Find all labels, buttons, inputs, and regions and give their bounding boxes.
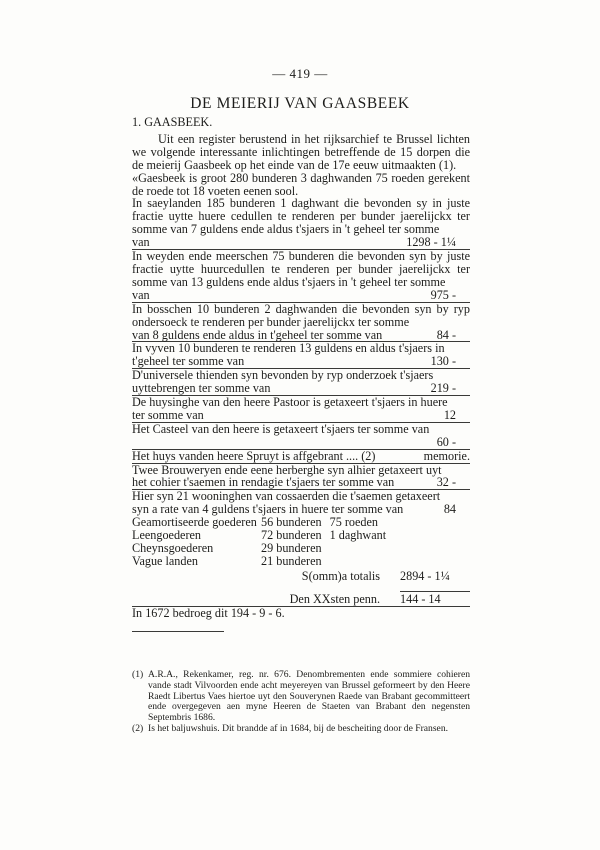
entry-amount: 84 — [443, 502, 456, 517]
entry-amount: 130 - — [430, 354, 456, 369]
entry-last-line: t'geheel ter somme van — [132, 354, 245, 369]
entry-last-line: ter somme van — [132, 407, 204, 422]
entry-amount-row — [132, 409, 470, 423]
entry-last-line: syn a rate van 4 guldens t'sjaers in huere ter somme van — [132, 502, 404, 517]
entry-last-line: Het huys vanden heere Spruyt is affgebrant .... (2) — [132, 448, 376, 463]
entry-amount: 219 - — [430, 381, 456, 396]
goods-extra — [322, 542, 387, 555]
entry-amount: 12 — [443, 407, 456, 422]
entry-text: Het Casteel van den heere is getaxeert t'sjaers ter somme van — [132, 421, 430, 436]
footnote-2 — [132, 724, 470, 735]
footnote-divider — [132, 631, 224, 632]
entry-last-line: van — [132, 235, 150, 250]
page-title: DE MEIERIJ VAN GAASBEEK — [190, 95, 410, 112]
penn-value: 144 - 14 — [400, 591, 470, 606]
page-number: — 419 — — [272, 66, 328, 81]
footnote-number: (1) — [132, 669, 144, 680]
penn-row — [132, 591, 470, 607]
entry-amount: memorie. — [423, 448, 470, 463]
entry-amount-row — [132, 289, 470, 303]
entry-last-line: van — [132, 287, 150, 302]
entry-amount-row — [132, 329, 470, 343]
penn-label: Den XXsten penn. — [289, 591, 380, 606]
entry-10 — [132, 490, 470, 516]
section-heading: 1. GAASBEEK. — [132, 115, 213, 129]
entry-7 — [132, 423, 470, 450]
entry-3 — [132, 303, 470, 343]
entry-9 — [132, 464, 470, 491]
entry-amount-row — [132, 476, 470, 490]
totals-row — [132, 570, 470, 583]
entry-amount-row — [132, 436, 470, 450]
goods-count: 29 bunderen — [261, 541, 322, 555]
goods-table — [132, 516, 386, 568]
closing-line: In 1672 bedroeg dit 194 - 9 - 6. — [132, 605, 285, 620]
footnotes — [132, 670, 470, 735]
entry-5 — [132, 369, 470, 396]
entry-amount: 975 - — [430, 287, 456, 302]
goods-extra: 1 daghwant — [329, 528, 387, 543]
entry-text: De huysinghe van den heere Pastoor is getaxeert t'sjaers in huere — [132, 395, 448, 410]
totals-value: 2894 - 1¼ — [400, 568, 450, 583]
goods-name: Leengoederen — [132, 528, 202, 543]
goods-row — [132, 555, 386, 568]
entry-amount: 32 - — [436, 475, 456, 490]
goods-name: Vague landen — [132, 553, 198, 568]
entry-amount: 60 - — [436, 434, 456, 449]
entry-amount-row — [132, 236, 470, 250]
entry-text: In bosschen 10 bunderen 2 daghwanden die bevonden syn by ryp ondersoeck te renderen per bunder jaerelijckx ter somme — [132, 301, 470, 329]
entry-text: D'universele thienden syn bevonden by ryp onderzoek t'sjaers — [132, 368, 434, 383]
goods-extra: 75 roeden — [329, 515, 378, 530]
footnote-text: Is het baljuwshuis. Dit brandde af in 1684, bij de bescheiting door de Fransen. — [148, 722, 449, 734]
opening-paragraph: «Gaesbeek is groot 280 bunderen 3 daghwanden 75 roeden gerekent de roede tot 18 voeten eenen sool. — [132, 170, 470, 198]
entry-last-line: uyttebrengen ter somme van — [132, 381, 271, 396]
goods-count: 72 bunderen — [261, 528, 322, 543]
entry-text: In vyven 10 bunderen te renderen 13 guldens en aldus t'sjaers in — [132, 341, 445, 356]
entry-text: In weyden ende meerschen 75 bunderen die bevonden syn by juste fractie uytte huurcedullen te renderen per bunder jaerelijckx ter somme van 13 guldens ende aldus t'sjaers in 't geheel ter somme — [132, 249, 470, 289]
entry-amount: 84 - — [436, 327, 456, 342]
footnote-text: A.R.A., Rekenkamer, reg. nr. 676. Denombrementen ende sommiere cohieren vande stadt Vilvoorden ende acht meyereyen van Brussel geformeert by den Heere Raedt Libertus Vaes hiertoe uyt den Souverynen Raede van Brabant gecommitteert ende overgegeven aen myne Heeren de Staeten van Brabant den negensten Septembris 1686. — [148, 669, 470, 724]
entry-text: In saeylanden 185 bunderen 1 daghwant die bevonden sy in juste fractie uytte huere cedullen te renderen per bunder jaerelijckx ter somme van 7 guldens ende aldus t'sjaers in 't geheel ter somme — [132, 196, 470, 237]
goods-row — [132, 542, 386, 555]
entry-amount-row — [132, 450, 470, 464]
entry-2 — [132, 250, 470, 303]
main-text — [132, 116, 470, 620]
intro-paragraph: Uit een register berustend in het rijksarchief te Brussel lichten we volgende interessante inlichtingen betreffende de 15 dorpen die de meierij Gaasbeek op het einde van de 17e eeuw uitmaakten (1). — [132, 131, 470, 172]
footnote-1 — [132, 670, 470, 724]
entry-text: Twee Brouweryen ende eene herberghe syn alhier getaxeert uyt — [132, 462, 442, 477]
entry-8 — [132, 450, 470, 464]
goods-name: Cheynsgoederen — [132, 541, 214, 555]
entry-4 — [132, 342, 470, 369]
entry-amount-row — [132, 382, 470, 396]
entry-last-line: het cohier t'saemen in rendagie t'sjaers ter somme van — [132, 475, 395, 490]
goods-extra — [322, 555, 387, 568]
footnote-number: (2) — [132, 722, 144, 734]
entry-last-line: van 8 guldens ende aldus in t'geheel ter somme van — [132, 327, 383, 342]
entry-amount-row — [132, 355, 470, 369]
goods-count: 21 bunderen — [261, 553, 322, 568]
entry-6 — [132, 396, 470, 423]
goods-name: Geamortiseerde goederen — [132, 515, 257, 530]
entry-1 — [132, 197, 470, 250]
entry-amount: 1298 - 1¼ — [406, 235, 456, 250]
goods-count: 56 bunderen — [261, 515, 322, 530]
totals-label: S(omm)a totalis — [301, 568, 380, 583]
entry-text: Hier syn 21 wooninghen van cossaerden die t'saemen getaxeert — [132, 489, 441, 504]
